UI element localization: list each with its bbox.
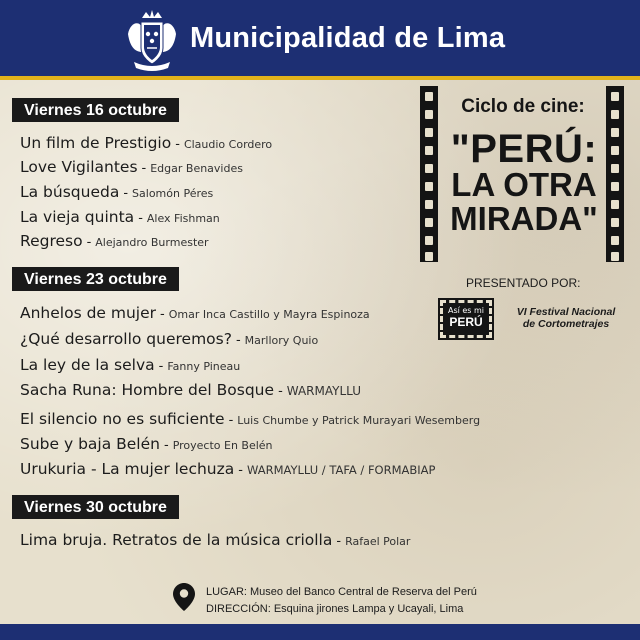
film-director: Alex Fishman [146,212,220,225]
film-entry [20,410,480,428]
separator: - [235,333,241,348]
separator: - [175,137,180,152]
film-director: Claudio Cordero [183,138,273,151]
film-entry [20,381,361,399]
venue-info [206,584,477,618]
separator: - [160,307,165,322]
film-title: El silencio no es suficiente [20,410,225,428]
header-title: Municipalidad de Lima [190,22,506,54]
film-title: Anhelos de mujer [20,304,157,322]
lima-coat-of-arms-icon [124,8,180,74]
festival-name [496,306,636,330]
film-entry [20,134,272,152]
film-entry [20,208,220,226]
film-entry [20,158,243,176]
separator: - [163,438,169,453]
film-director: Alejandro Burmester [95,236,209,249]
film-title: Love Vigilantes [20,158,138,176]
film-title: La vieja quinta [20,208,135,226]
film-entry [20,330,318,348]
film-director: WARMAYLLU / TAFA / FORMABIAP [246,463,436,477]
venue-address: DIRECCIÓN: Esquina jirones Lampa y Ucayali, Lima [206,603,464,615]
festival-line: de Cortometrajes [522,318,610,330]
film-entry [20,304,370,322]
series-label: Ciclo de cine: [461,96,585,117]
logo-text-small: Así es mi [447,306,485,315]
film-strip-edge [420,86,438,262]
film-strip-graphic [420,86,624,262]
film-title: Sube y baja Belén [20,435,160,453]
day-label: Viernes 30 octubre [12,495,179,519]
film-director: WARMAYLLU [286,384,362,398]
separator: - [138,211,143,226]
film-entry [20,460,435,478]
separator: - [278,384,283,399]
film-entry [20,531,410,549]
location-pin-icon [173,583,195,611]
film-director: Marllory Quio [244,334,319,347]
film-entry [20,356,240,374]
poster-title-line: LA OTRA [451,166,597,203]
poster-title [444,127,604,237]
film-title: Urukuria - La mujer lechuza [20,460,235,478]
presented-by-label: PRESENTADO POR: [466,276,581,290]
separator: - [228,413,234,428]
film-entry [20,183,213,201]
separator: - [123,186,129,201]
film-title: Regreso [20,232,83,250]
film-director: Proyecto En Belén [172,439,273,452]
separator: - [158,359,164,374]
festival-line: VI Festival Nacional [516,306,616,318]
day-label: Viernes 16 octubre [12,98,179,122]
film-director: Salomón Péres [132,187,214,200]
poster-title-line: "PERÚ: [450,127,598,171]
film-entry [20,232,209,250]
film-director: Omar Inca Castillo y Mayra Espinoza [168,308,370,321]
separator: - [336,534,342,549]
footer-bar [0,624,640,640]
film-title: Sacha Runa: Hombre del Bosque [20,381,275,399]
film-strip-edge [606,86,624,262]
film-entry [20,435,273,453]
separator: - [141,161,147,176]
poster-title-line: MIRADA" [450,200,598,237]
film-title: Un film de Prestigio [20,134,172,152]
film-title: ¿Qué desarrollo queremos? [20,330,232,348]
film-director: Edgar Benavides [150,162,243,175]
film-director: Rafael Polar [345,535,411,548]
film-director: Luis Chumbe y Patrick Murayari Wesemberg [237,414,481,427]
separator: - [238,463,243,478]
separator: - [86,235,92,250]
logo-text-big: PERÚ [449,315,483,329]
film-title: La búsqueda [20,183,120,201]
film-title: Lima bruja. Retratos de la música criolla [20,531,333,549]
day-label: Viernes 23 octubre [12,267,179,291]
venue-place: LUGAR: Museo del Banco Central de Reserva del Perú [206,586,477,598]
film-director: Fanny Pineau [167,360,241,373]
film-title: La ley de la selva [20,356,155,374]
asi-es-mi-peru-logo [440,300,492,338]
header-bar [0,0,640,80]
